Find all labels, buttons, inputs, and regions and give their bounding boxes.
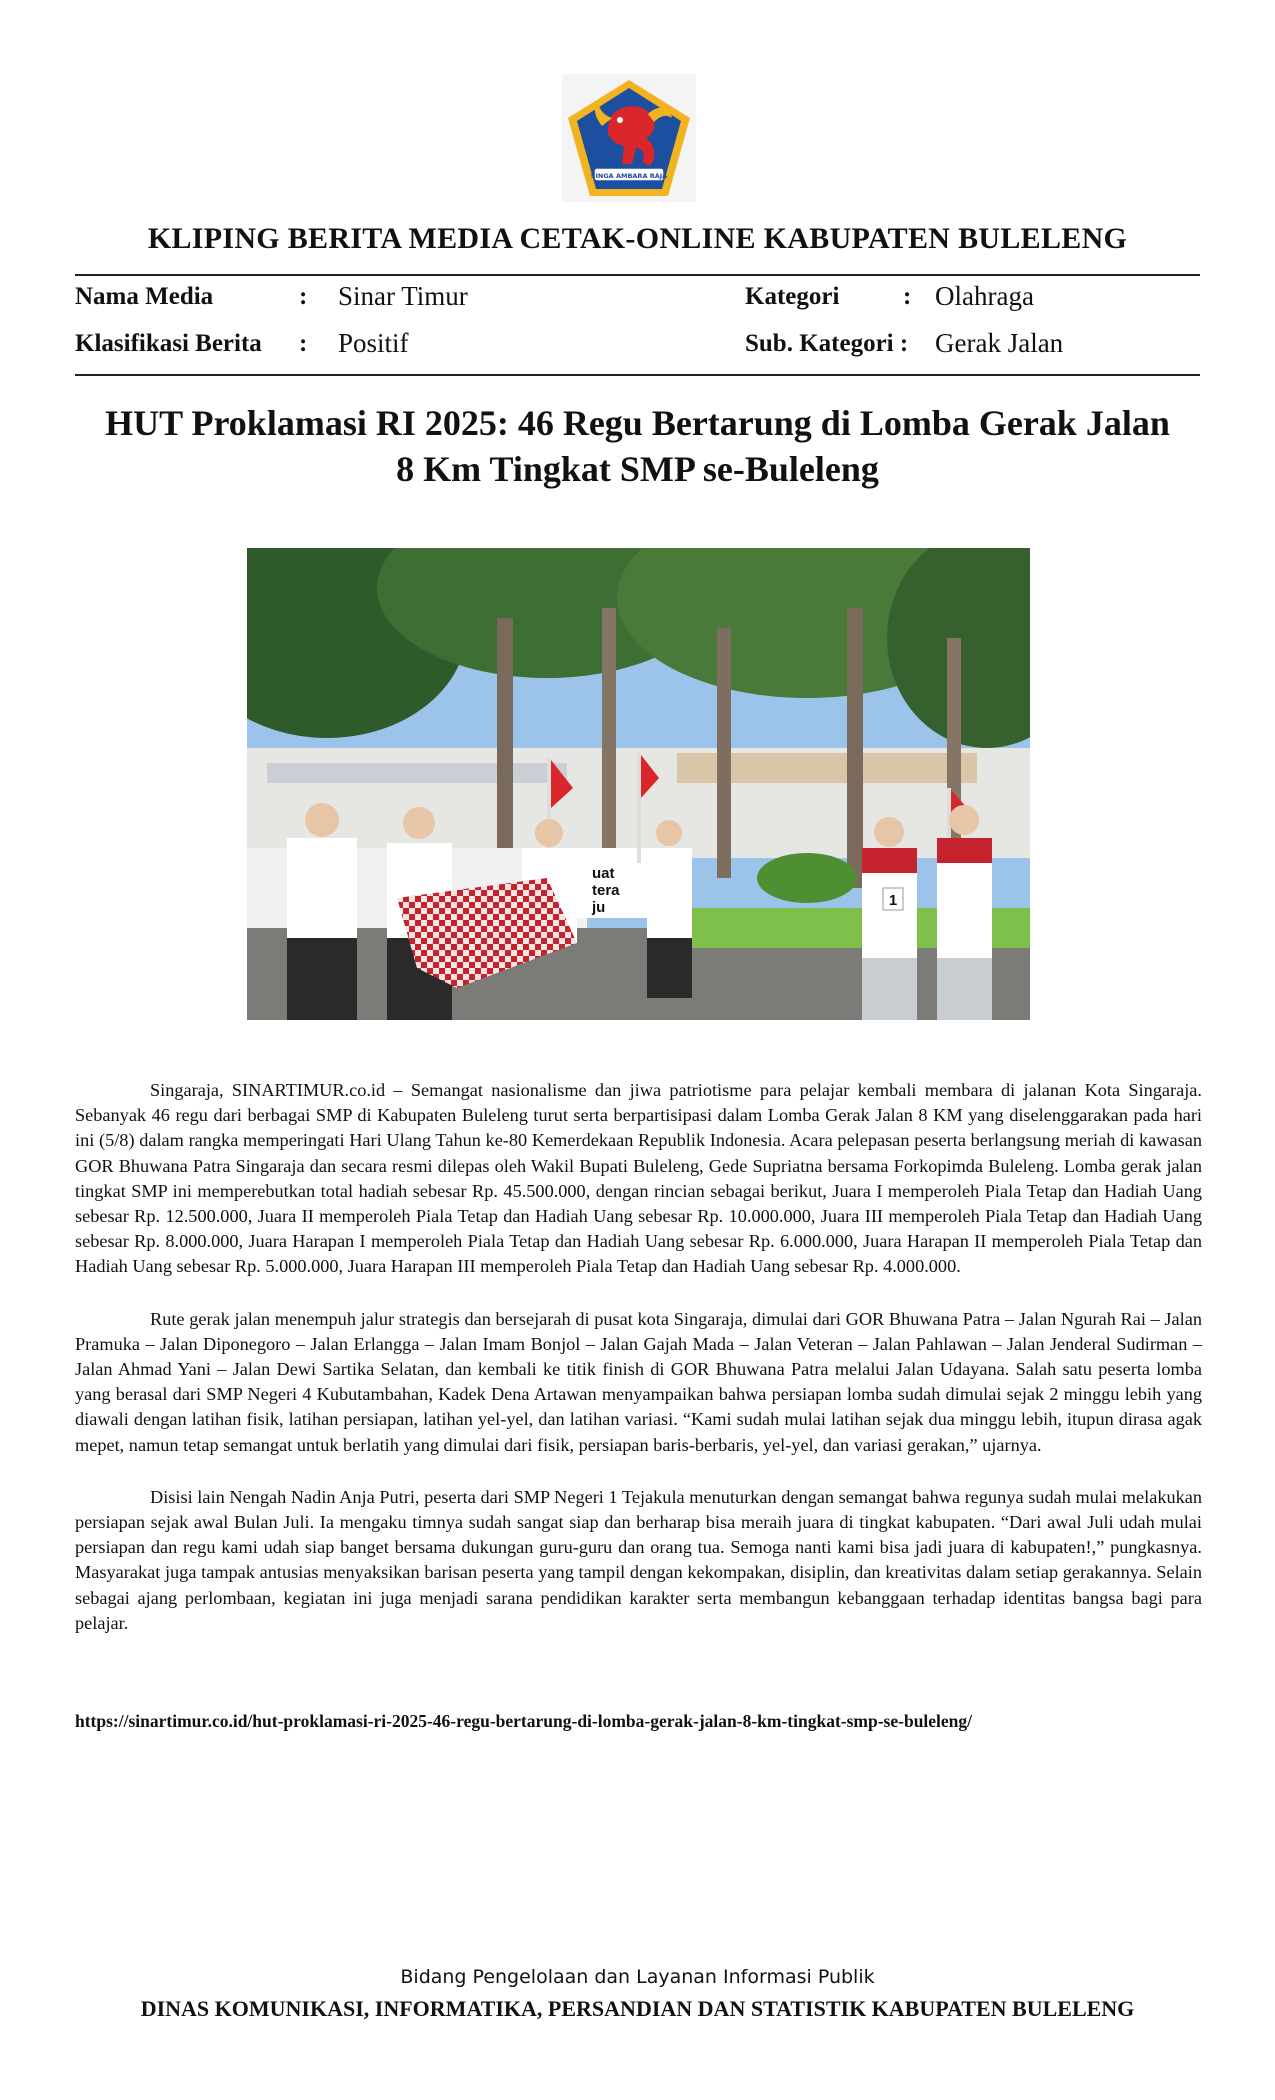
meta-klasifikasi-value: Positif xyxy=(338,328,409,358)
crest-motto: SINGA AMBARA RAJA xyxy=(590,172,668,180)
document-header-title: KLIPING BERITA MEDIA CETAK-ONLINE KABUPATEN BULELENG xyxy=(147,222,1128,255)
article-title xyxy=(80,400,1195,492)
flag-off-ceremony-photo xyxy=(247,548,1030,1020)
source-url: https://sinartimur.co.id/hut-proklamasi-ri-2025-46-regu-bertarung-di-lomba-gerak-jalan-8-km-tingkat-smp-se-buleleng/ xyxy=(75,1711,973,1731)
footer-agency: DINAS KOMUNIKASI, INFORMATIKA, PERSANDIAN DAN STATISTIK KABUPATEN BULELENG xyxy=(140,1996,1135,2021)
meta-kategori-label: Kategori xyxy=(745,283,840,310)
meta-sub-kategori-label: Sub. Kategori : xyxy=(745,330,909,357)
meta-colon: : xyxy=(299,283,308,310)
regency-logo xyxy=(562,74,696,202)
meta-colon: : xyxy=(299,330,308,357)
meta-sub-kategori-value: Gerak Jalan xyxy=(935,328,1064,358)
singa-ambara-raja-crest-icon xyxy=(562,74,696,202)
article-body xyxy=(75,1078,1202,1663)
article-title-line-2: 8 Km Tingkat SMP se-Buleleng xyxy=(396,449,879,489)
meta-klasifikasi-label: Klasifikasi Berita xyxy=(75,330,262,357)
header-top-rule xyxy=(75,274,1200,276)
article-paragraph-3: Disisi lain Nengah Nadin Anja Putri, peserta dari SMP Negeri 1 Tejakula menuturkan dengan semangat bahwa regunya sudah mulai melakukan persiapan sejak awal Bulan Juli. Ia mengaku timnya sudah sangat siap dan berharap bisa meraih juara di tingkat kabupaten. “Dari awal Juli udah mulai persiapan dan regu kami udah siap banget bersama dukungan guru-guru dan orang tua. Semoga nanti kami bisa jadi juara di kabupaten!,” pungkasnya. Masyarakat juga tampak antusias menyaksikan barisan peserta yang tampil dengan kekompakan, disiplin, dan kreativitas dalam setiap gerakannya. Selain sebagai ajang perlombaan, kegiatan ini juga menjadi sarana pendidikan karakter serta membangun kebanggaan terhadap identitas bangsa bagi para pelajar. xyxy=(75,1486,1202,1633)
meta-nama-media-value: Sinar Timur xyxy=(338,281,468,311)
article-paragraph-1: Singaraja, SINARTIMUR.co.id – Semangat nasionalisme dan jiwa patriotisme para pelajar kembali membara di jalanan Kota Singaraja. Sebanyak 46 regu dari berbagai SMP di Kabupaten Buleleng turut serta berpartisipasi dalam Lomba Gerak Jalan 8 KM yang diselenggarakan pada hari ini (5/8) dalam rangka memperingati Hari Ulang Tahun ke-80 Kemerdekaan Republik Indonesia. Acara pelepasan peserta berlangsung meriah di kawasan GOR Bhuwana Patra Singaraja dan secara resmi dilepas oleh Wakil Bupati Buleleng, Gede Supriatna bersama Forkopimda Buleleng. Lomba gerak jalan tingkat SMP ini memperebutkan total hadiah sebesar Rp. 45.500.000, dengan rincian sebagai berikut, Juara I memperoleh Piala Tetap dan Hadiah Uang sebesar Rp. 12.500.000, Juara II memperoleh Piala Tetap dan Hadiah Uang sebesar Rp. 10.000.000, Juara III memperoleh Piala Tetap dan Hadiah Uang sebesar Rp. 8.000.000, Juara Harapan I memperoleh Piala Tetap dan Hadiah Uang sebesar Rp. 6.000.000, Juara Harapan II memperoleh Piala Tetap dan Hadiah Uang sebesar Rp. 5.000.000, Juara Harapan III memperoleh Piala Tetap dan Hadiah Uang sebesar Rp. 4.000.000. xyxy=(75,1080,1202,1277)
photo-banner-text: uat tera ju xyxy=(592,865,620,916)
article-title-line-1: HUT Proklamasi RI 2025: 46 Regu Bertarung di Lomba Gerak Jalan xyxy=(105,403,1170,443)
photo-bib-number: 1 xyxy=(888,892,898,909)
footer-division: Bidang Pengelolaan dan Layanan Informasi Publik xyxy=(400,1966,875,1988)
article-photo xyxy=(247,548,1030,1020)
meta-kategori-value: Olahraga xyxy=(935,281,1034,311)
article-paragraph-2: Rute gerak jalan menempuh jalur strategis dan bersejarah di pusat kota Singaraja, dimulai dari GOR Bhuwana Patra – Jalan Ngurah Rai – Jalan Pramuka – Jalan Diponegoro – Jalan Erlangga – Jalan Imam Bonjol – Jalan Gajah Mada – Jalan Veteran – Jalan Pahlawan – Jalan Jenderal Sudirman – Jalan Ahmad Yani – Jalan Dewi Sartika Selatan, dan kembali ke titik finish di GOR Bhuwana Patra melalui Jalan Udayana. Salah satu peserta lomba yang berasal dari SMP Negeri 4 Kubutambahan, Kadek Dena Artawan menyampaikan bahwa persiapan lomba sudah dimulai sejak 2 minggu lebih yang diawali dengan latihan fisik, latihan persiapan, latihan yel-yel, dan latihan variasi. “Kami sudah mulai latihan sejak dua minggu lebih, itupun dirasa agak mepet, namun tetap semangat untuk berlatih yang dimulai dari fisik, persiapan baris-berbaris, yel-yel, dan variasi gerakan,” ujarnya. xyxy=(75,1308,1202,1455)
meta-nama-media-label: Nama Media xyxy=(75,283,214,310)
meta-colon: : xyxy=(903,283,912,310)
header-bottom-rule xyxy=(75,374,1200,376)
